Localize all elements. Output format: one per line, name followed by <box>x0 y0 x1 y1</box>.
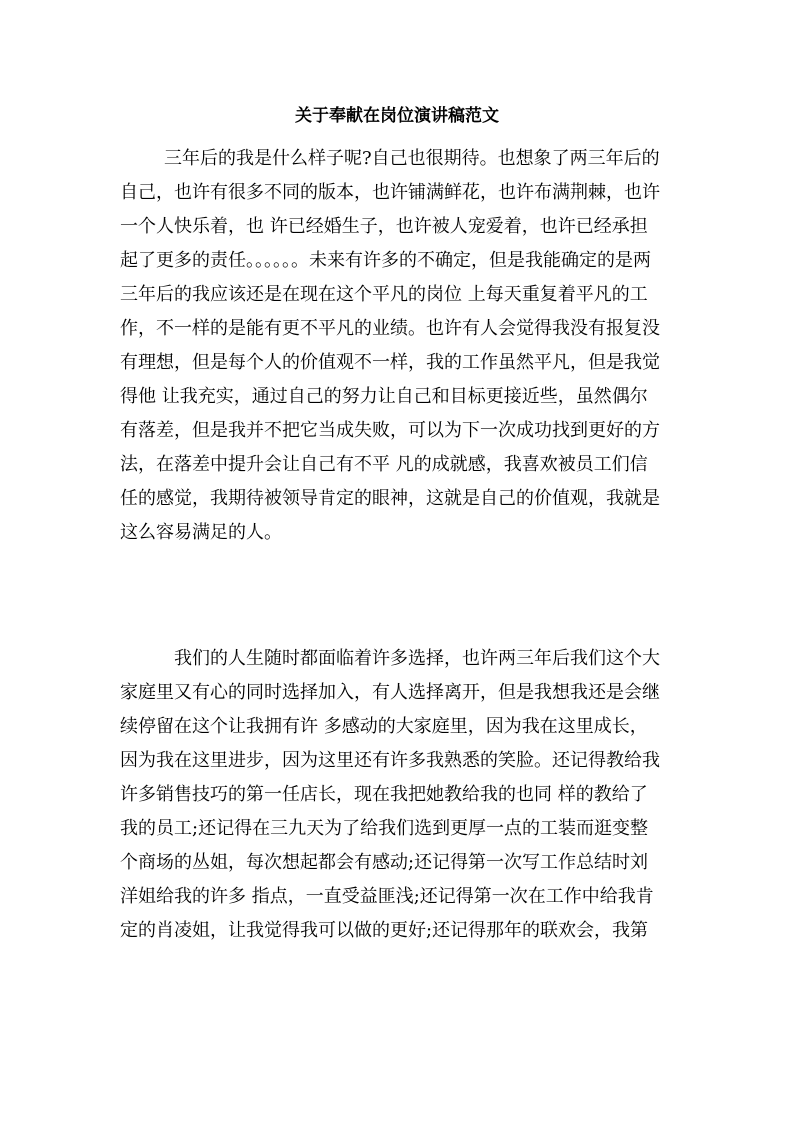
text-line: 家庭里又有心的同时选择加入，有人选择离开，但是我想我还是会继 <box>120 682 660 703</box>
text-line: 三年后的我是什么样子呢?自己也很期待。也想象了两三年后的 <box>164 148 660 169</box>
text-line: 自己，也许有很多不同的版本，也许铺满鲜花，也许布满荆棘，也许 <box>120 182 660 203</box>
text-line: 因为我在这里进步，因为这里还有许多我熟悉的笑脸。还记得教给我 <box>120 750 660 771</box>
text-line: 个商场的丛姐，每次想起都会有感动;还记得第一次写工作总结时刘 <box>120 852 649 873</box>
text-line: 一个人快乐着，也 许已经婚生子，也许被人宠爱着，也许已经承担 <box>120 216 648 237</box>
text-line: 我的员工;还记得在三九天为了给我们选到更厚一点的工装而逛变整 <box>120 818 649 839</box>
text-line: 有落差，但是我并不把它当成失败，可以为下一次成功找到更好的方 <box>120 420 660 441</box>
text-line: 有理想，但是每个人的价值观不一样，我的工作虽然平凡，但是我觉 <box>120 352 660 373</box>
paragraph-2 <box>120 642 680 948</box>
paragraph-1 <box>120 142 680 550</box>
text-line: 洋姐给我的许多 指点，一直受益匪浅;还记得第一次在工作中给我肯 <box>120 886 654 907</box>
text-line: 三年后的我应该还是在现在这个平凡的岗位 上每天重复着平凡的工 <box>120 284 648 305</box>
text-line: 我们的人生随时都面临着许多选择，也许两三年后我们这个大 <box>174 648 660 669</box>
text-line: 得他 让我充实，通过自己的努力让自己和目标更接近些，虽然偶尔 <box>120 386 648 407</box>
text-line: 定的肖凌姐，让我觉得我可以做的更好;还记得那年的联欢会，我第 <box>120 920 649 941</box>
text-line: 任的感觉，我期待被领导肯定的眼神，这就是自己的价值观，我就是 <box>120 488 660 509</box>
text-line: 这么容易满足的人。 <box>120 522 282 543</box>
text-line: 续停留在这个让我拥有许 多感动的大家庭里，因为我在这里成长， <box>120 716 648 737</box>
text-line: 起了更多的责任。。。。。。未来有许多的不确定，但是我能确定的是两 <box>120 250 651 271</box>
text-line: 许多销售技巧的第一任店长，现在我把她教给我的也同 样的教给了 <box>120 784 648 805</box>
text-line: 作，不一样的是能有更不平凡的业绩。也许有人会觉得我没有报复没 <box>120 318 660 339</box>
text-line: 法，在落差中提升会让自己有不平 凡的成就感，我喜欢被员工们信 <box>120 454 648 475</box>
document-title: 关于奉献在岗位演讲稿范文 <box>295 106 499 126</box>
